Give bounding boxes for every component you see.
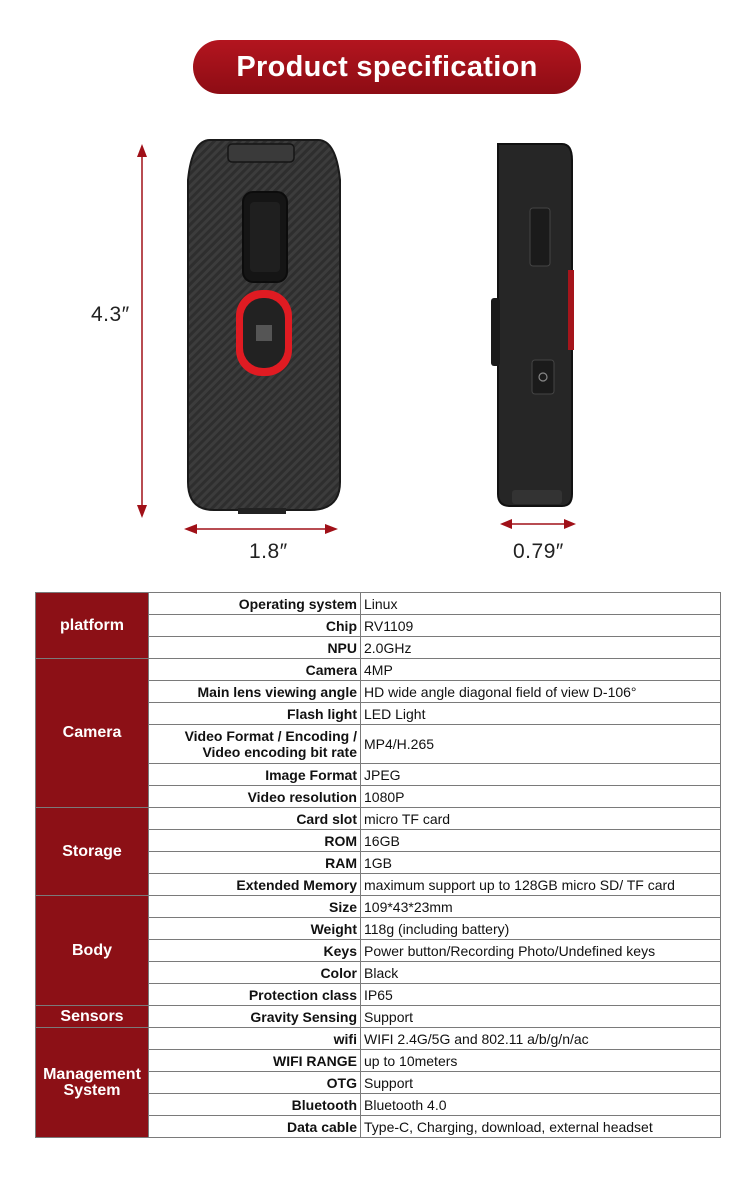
category-sensors: Sensors [36, 1006, 149, 1028]
height-arrow [137, 144, 147, 518]
row-label: Operating system [149, 593, 361, 615]
row-label: NPU [149, 637, 361, 659]
row-value: Linux [361, 593, 721, 615]
row-value: LED Light [361, 703, 721, 725]
depth-label: 0.79″ [513, 540, 564, 563]
width-label: 1.8″ [249, 540, 288, 563]
category-line1: Management [43, 1065, 141, 1083]
product-illustration [0, 120, 750, 580]
row-value: 109*43*23mm [361, 896, 721, 918]
category-body: Body [36, 896, 149, 1006]
row-label: Flash light [149, 703, 361, 725]
row-label-line1: Video Format / Encoding / [184, 728, 357, 744]
category-management-system [36, 1028, 149, 1138]
category-line2: System [63, 1081, 121, 1099]
row-value: 118g (including battery) [361, 918, 721, 940]
row-label: Color [149, 962, 361, 984]
width-arrow [184, 524, 338, 534]
depth-arrow [500, 519, 576, 529]
row-value: micro TF card [361, 808, 721, 830]
row-label: Image Format [149, 764, 361, 786]
row-value: Support [361, 1072, 721, 1094]
row-value: IP65 [361, 984, 721, 1006]
height-label: 4.3″ [91, 303, 130, 326]
row-label: Data cable [149, 1116, 361, 1138]
row-label: Keys [149, 940, 361, 962]
row-label: WIFI RANGE [149, 1050, 361, 1072]
row-value: Power button/Recording Photo/Undefined keys [361, 940, 721, 962]
row-label: Size [149, 896, 361, 918]
row-value: Support [361, 1006, 721, 1028]
row-value: 4MP [361, 659, 721, 681]
row-value: Bluetooth 4.0 [361, 1094, 721, 1116]
row-label: Bluetooth [149, 1094, 361, 1116]
row-label: Card slot [149, 808, 361, 830]
row-value: RV1109 [361, 615, 721, 637]
table-row [36, 593, 721, 615]
product-dimension-diagram [0, 120, 750, 580]
row-label: Chip [149, 615, 361, 637]
spec-table [35, 592, 721, 1138]
row-value: Black [361, 962, 721, 984]
row-label: wifi [149, 1028, 361, 1050]
row-value: WIFI 2.4G/5G and 802.11 a/b/g/n/ac [361, 1028, 721, 1050]
row-label: Protection class [149, 984, 361, 1006]
table-row [36, 896, 721, 918]
category-camera: Camera [36, 659, 149, 808]
device-front-view [188, 140, 340, 514]
title-banner [193, 40, 581, 94]
row-label: OTG [149, 1072, 361, 1094]
row-label: Camera [149, 659, 361, 681]
row-label: ROM [149, 830, 361, 852]
row-label: Gravity Sensing [149, 1006, 361, 1028]
row-value: MP4/H.265 [361, 725, 721, 764]
table-row [36, 1028, 721, 1050]
row-label: Weight [149, 918, 361, 940]
table-row [36, 1006, 721, 1028]
row-label: RAM [149, 852, 361, 874]
category-storage: Storage [36, 808, 149, 896]
table-row [36, 808, 721, 830]
row-value: HD wide angle diagonal field of view D-106° [361, 681, 721, 703]
row-label: Main lens viewing angle [149, 681, 361, 703]
row-value: 2.0GHz [361, 637, 721, 659]
row-value: 1080P [361, 786, 721, 808]
row-value: JPEG [361, 764, 721, 786]
row-label: Extended Memory [149, 874, 361, 896]
category-platform: platform [36, 593, 149, 659]
row-label-line2: Video encoding bit rate [202, 744, 357, 760]
row-value: 1GB [361, 852, 721, 874]
device-side-view [491, 144, 574, 506]
row-value: 16GB [361, 830, 721, 852]
row-value: maximum support up to 128GB micro SD/ TF card [361, 874, 721, 896]
row-value: up to 10meters [361, 1050, 721, 1072]
page-title: Product specification [236, 50, 538, 83]
row-value: Type-C, Charging, download, external headset [361, 1116, 721, 1138]
table-row [36, 659, 721, 681]
row-label: Video resolution [149, 786, 361, 808]
row-label-multiline [149, 725, 361, 764]
